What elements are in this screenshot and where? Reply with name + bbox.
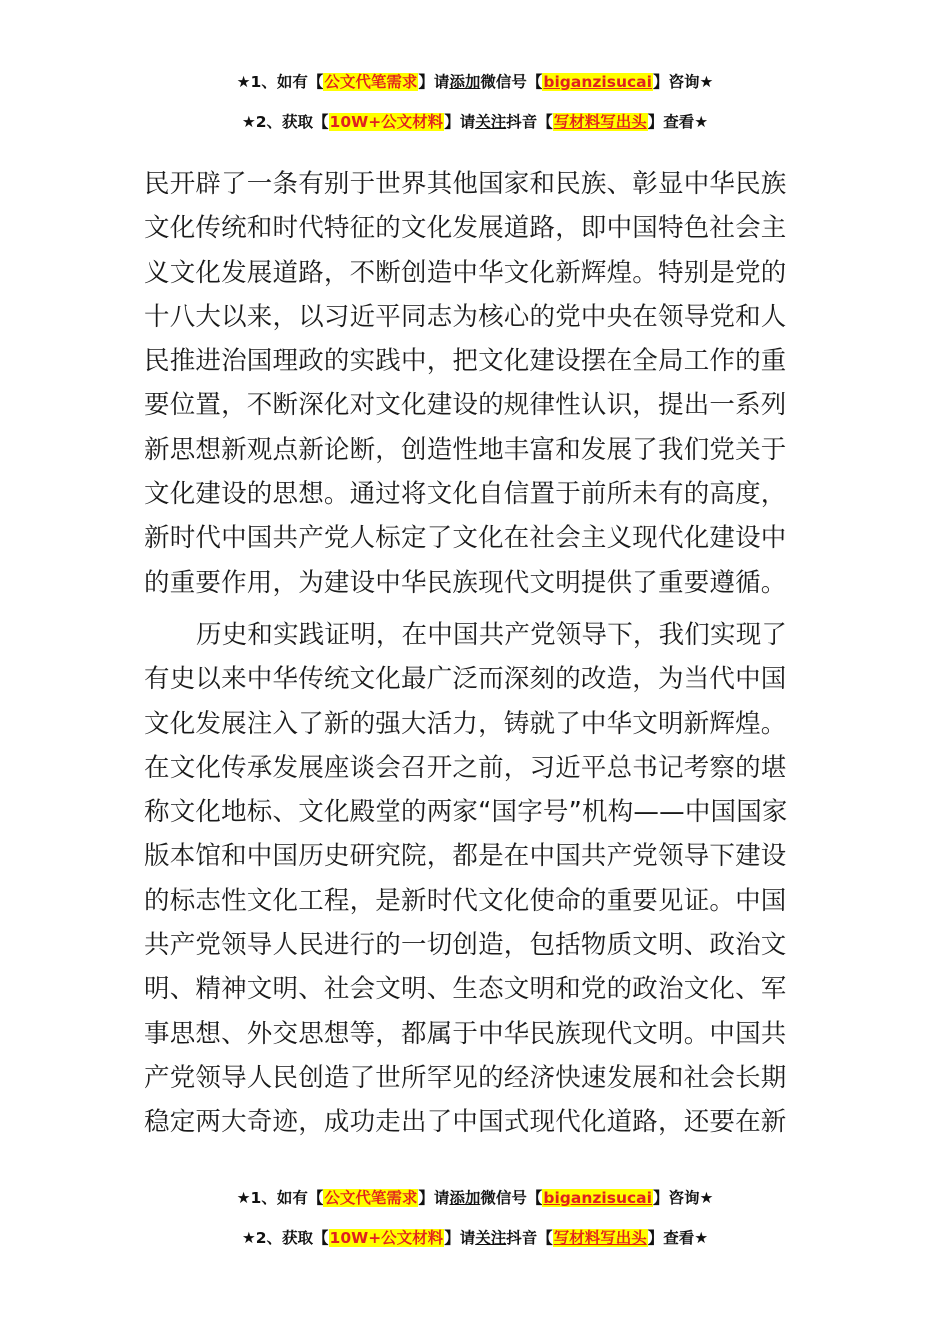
underlined-follow: 关注 [475,113,507,131]
star-icon: ★ [694,113,709,131]
banner-text: 抖音【 [506,113,553,131]
underlined-add: 添加 [449,73,481,91]
banner-text: 】咨询 [652,1189,700,1207]
banner-text: 2、获取【 [255,113,329,131]
paragraph-1 [144,162,810,605]
header-line-2 [0,112,950,132]
text-line: 要位置，不断深化对文化建设的规律性认识，提出一系列 [144,390,787,421]
text-line: 明、精神文明、社会文明、生态文明和党的政治文化、军 [144,974,787,1005]
star-icon: ★ [699,73,714,91]
banner-text: 】查看 [647,1229,695,1247]
banner-text: 抖音【 [506,1229,553,1247]
text-line: 义文化发展道路，不断创造中华文化新辉煌。特别是党的 [144,257,787,288]
text-line: 文化发展注入了新的强大活力，铸就了中华文明新辉煌。 [144,708,787,739]
wechat-id-link[interactable]: biganzisucai [543,1189,652,1207]
footer-line-2 [0,1228,950,1248]
text-line: 有史以来中华传统文化最广泛而深刻的改造，为当代中国 [144,664,787,695]
text-line: 的标志性文化工程，是新时代文化使命的重要见证。中国 [144,885,787,916]
text-line: 在文化传承发展座谈会召开之前，习近平总书记考察的堪 [144,752,787,783]
text-line: 民推进治国理政的实践中，把文化建设摆在全局工作的重 [144,346,787,377]
document-body [144,162,810,1145]
underlined-follow: 关注 [475,1229,507,1247]
star-icon: ★ [236,1189,251,1207]
highlight-ghostwriting: 公文代笔需求 [324,1189,418,1207]
header-line-1 [0,72,950,92]
wechat-id-link[interactable]: biganzisucai [543,73,652,91]
banner-text: 】请 [444,113,476,131]
star-icon: ★ [694,1229,709,1247]
text-line: 新时代中国共产党人标定了文化在社会主义现代化建设中 [144,523,787,554]
text-line: 十八大以来，以习近平同志为核心的党中央在领导党和人 [144,301,787,332]
banner-text: 】请 [418,73,450,91]
banner-text: 】请 [444,1229,476,1247]
banner-text: 】请 [418,1189,450,1207]
highlight-ghostwriting: 公文代笔需求 [324,73,418,91]
text-line: 的重要作用，为建设中华民族现代文明提供了重要遵循。 [144,567,787,598]
banner-text: 1、如有【 [250,1189,324,1207]
underlined-add: 添加 [449,1189,481,1207]
douyin-account-link[interactable]: 写材料写出头 [553,1229,647,1247]
text-line: 版本馆和中国历史研究院，都是在中国共产党领导下建设 [144,841,787,872]
text-line: 产党领导人民创造了世所罕见的经济快速发展和社会长期 [144,1062,787,1093]
text-line: 事思想、外交思想等，都属于中华民族现代文明。中国共 [144,1018,787,1049]
banner-text: 1、如有【 [250,73,324,91]
star-icon: ★ [236,73,251,91]
text-line: 文化传统和时代特征的文化发展道路，即中国特色社会主 [144,213,787,244]
highlight-materials: 10W+公文材料 [329,113,444,131]
text-line: 文化建设的思想。通过将文化自信置于前所未有的高度， [144,479,787,510]
text-line: 称文化地标、文化殿堂的两家“国字号”机构——中国国家 [144,797,788,828]
star-icon: ★ [699,1189,714,1207]
text-line: 新思想新观点新论断，创造性地丰富和发展了我们党关于 [144,434,787,465]
banner-text: 微信号【 [480,73,543,91]
banner-text: 微信号【 [480,1189,543,1207]
text-line: 历史和实践证明，在中国共产党领导下，我们实现了 [196,619,788,650]
text-line: 民开辟了一条有别于世界其他国家和民族、彰显中华民族 [144,169,787,199]
douyin-account-link[interactable]: 写材料写出头 [553,113,647,131]
star-icon: ★ [241,1229,256,1247]
text-line: 共产党领导人民进行的一切创造，包括物质文明、政治文 [144,930,787,961]
banner-text: 】咨询 [652,73,700,91]
text-line: 稳定两大奇迹，成功走出了中国式现代化道路，还要在新 [144,1107,787,1138]
banner-text: 】查看 [647,113,695,131]
banner-text: 2、获取【 [255,1229,329,1247]
footer-line-1 [0,1188,950,1208]
paragraph-2 [144,613,810,1145]
highlight-materials: 10W+公文材料 [329,1229,444,1247]
star-icon: ★ [241,113,256,131]
